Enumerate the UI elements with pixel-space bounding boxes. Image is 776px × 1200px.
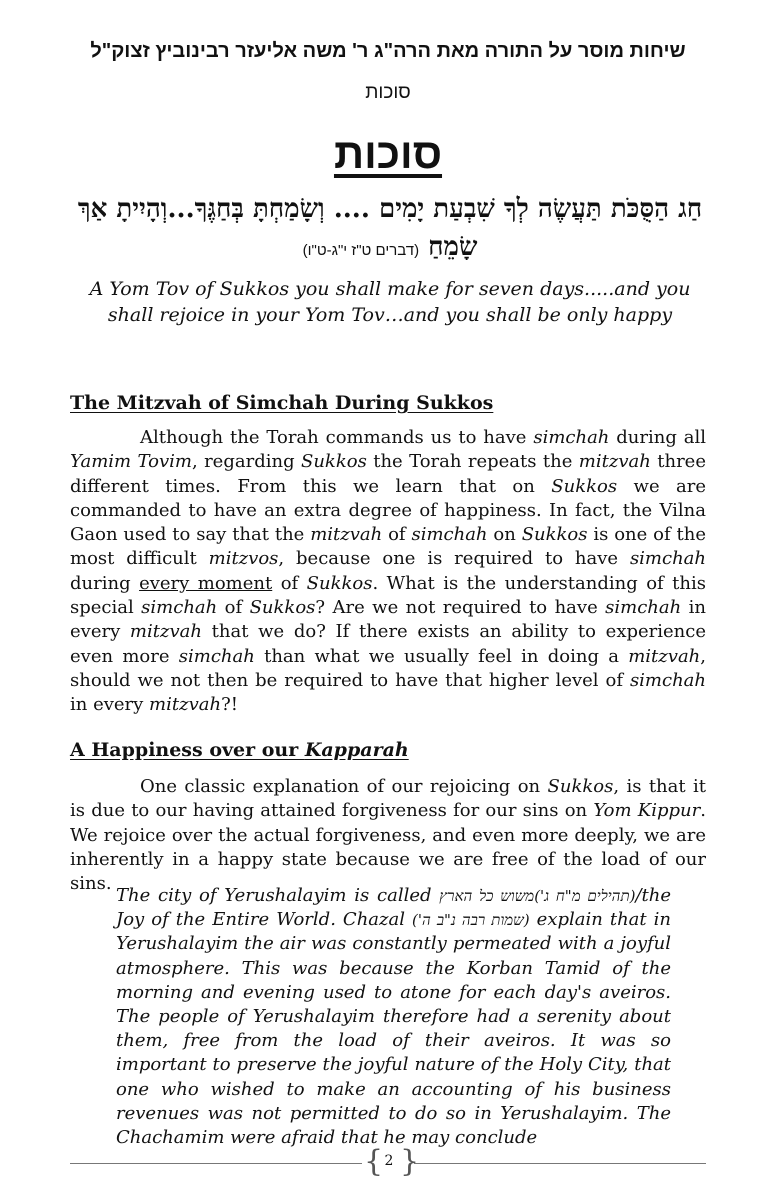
running-subheader: סוכות xyxy=(365,82,411,103)
hebrew-citation: (שמות רבה נ"ב ה') xyxy=(412,911,530,930)
right-brace-icon: } xyxy=(400,1144,420,1179)
left-brace-icon: { xyxy=(364,1144,384,1179)
page-number: 2 xyxy=(384,1153,394,1169)
section-paragraph-simchah: Although the Torah commands us to have simchah during all Yamim Tovim, regarding Sukkos the Torah repeats the mitzvah three different times. From this we learn that on Sukkos we are commanded to have an extra degree of happiness. In fact, the Vilna Gaon used to say that the mitzvah of simchah on Sukkos is one of the most difficult mitzvos, because one is required to have simchah during every moment of Sukkos. What is the understanding of this special simchah of Sukkos? Are we not required to have simchah in every mitzvah that we do? If there exists an ability to experience even more simchah than what we usually feel in doing a mitzvah, should we not then be required to have that higher level of simchah in every mitzvah?! xyxy=(70,427,707,716)
section-heading-simchah: The Mitzvah of Simchah During Sukkos xyxy=(70,392,494,414)
emphasis-underline: every moment xyxy=(139,572,273,594)
page-title: סוכות xyxy=(333,130,443,177)
hebrew-citation: (תהילים מ"ח ג')משוש כל הארץ xyxy=(439,887,636,905)
running-header: שיחות מוסר על התורה מאת הרה"ג ר' משה אליעזר רבינוביץ זצוק"ל xyxy=(90,40,686,62)
pasuk-text: חַג הַסֻּכֹּת תַּעֲשֶׂה לְךָ שִׁבְעַת יָמִים .... וְשָׂמַחְתָּ בְּחַגֶּךָ...וְהָיִיתָ אַךְ שָׂמֵחַ xyxy=(77,194,703,262)
pasuk-translation: A Yom Tov of Sukkos you shall make for seven days.....and you shall rejoice in your Yom Tov…and you shall be only happy xyxy=(89,278,691,326)
footer-divider-right xyxy=(414,1163,706,1164)
pasuk-quote xyxy=(70,190,710,270)
section-heading-kapparah: A Happiness over our Kapparah xyxy=(70,739,409,761)
section-paragraph-kapparah: One classic explanation of our rejoicing on Sukkos, is that it is due to our having attained forgiveness for our sins on Yom Kippur. We rejoice over the actual forgiveness, and even more deeply, we are inherently in a happy state because we are free of the load of our sins. xyxy=(70,776,706,895)
pasuk-source: (דברים ט"ז י"ג-ט"ו) xyxy=(302,242,420,259)
footer-divider-left xyxy=(70,1163,362,1164)
block-quote: The city of Yerushalayim is called (תהילים מ"ח ג')משוש כל הארץ/the Joy of the Entire World. Chazal (שמות רבה נ"ב ה') explain that in Yerushalayim the air was constantly permeated with a joyful atmosphere. This was because the Korban Tamid of the morning and evening used to atone for each day's aveiros. The people of Yerushalayim therefore had a serenity about them, free from the load of their aveiros. It was so important to preserve the joyful nature of the Holy City, that one who wished to make an accounting of his business revenues was not permitted to do so in Yerushalayim. The Chachamim were afraid that he may conclude xyxy=(116,885,671,1149)
